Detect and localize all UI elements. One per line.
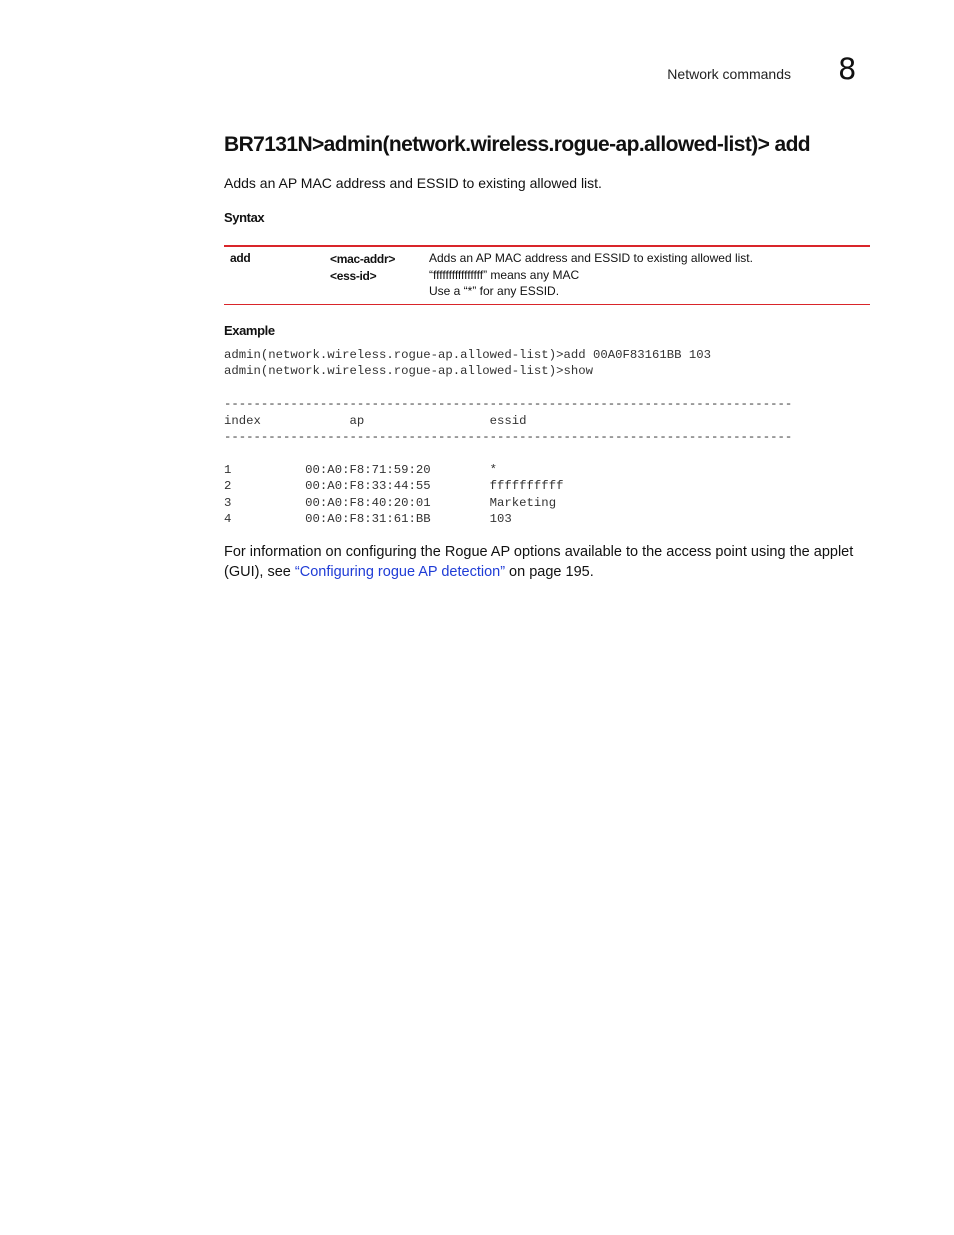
syntax-table [224, 245, 870, 305]
page-title: BR7131N>admin(network.wireless.rogue-ap.allowed-list)> add [224, 133, 811, 156]
closing-paragraph [224, 543, 874, 582]
syntax-command: add [230, 251, 251, 265]
example-heading: Example [224, 323, 275, 338]
code-line: ----------------------------------------------------------------------------- [224, 430, 793, 445]
example-code-block [224, 347, 792, 527]
configuring-rogue-ap-link[interactable]: “Configuring rogue AP detection” [294, 563, 506, 580]
chapter-number: 8 [838, 52, 857, 86]
syntax-params [330, 251, 395, 285]
code-line: 1 00:A0:F8:71:59:20 * [224, 462, 498, 477]
closing-page-ref: on page 195. [505, 563, 594, 580]
syntax-heading: Syntax [224, 210, 265, 225]
code-line: 4 00:A0:F8:31:61:BB 103 [224, 512, 512, 527]
description-line: “ffffffffffffffff” means any MAC [429, 267, 580, 282]
description-line: Adds an AP MAC address and ESSID to existing allowed list. [429, 251, 753, 265]
intro-text: Adds an AP MAC address and ESSID to existing allowed list. [224, 175, 602, 191]
closing-text: For information on configuring the Rogue AP options available to the access point using the applet (GUI), see [224, 544, 854, 580]
code-line: index ap essid [224, 413, 527, 428]
code-line: admin(network.wireless.rogue-ap.allowed-list)>show [224, 364, 593, 379]
syntax-description [429, 250, 753, 300]
running-header: Network commands [667, 66, 791, 82]
code-line: ----------------------------------------------------------------------------- [224, 397, 793, 412]
description-line: Use a “*” for any ESSID. [429, 284, 560, 298]
code-line: 2 00:A0:F8:33:44:55 ffffffffff [224, 479, 564, 494]
param-ess-id: <ess-id> [330, 269, 377, 283]
code-line: 3 00:A0:F8:40:20:01 Marketing [224, 495, 557, 510]
code-line: admin(network.wireless.rogue-ap.allowed-list)>add 00A0F83161BB 103 [224, 348, 712, 362]
param-mac-addr: <mac-addr> [330, 252, 396, 266]
